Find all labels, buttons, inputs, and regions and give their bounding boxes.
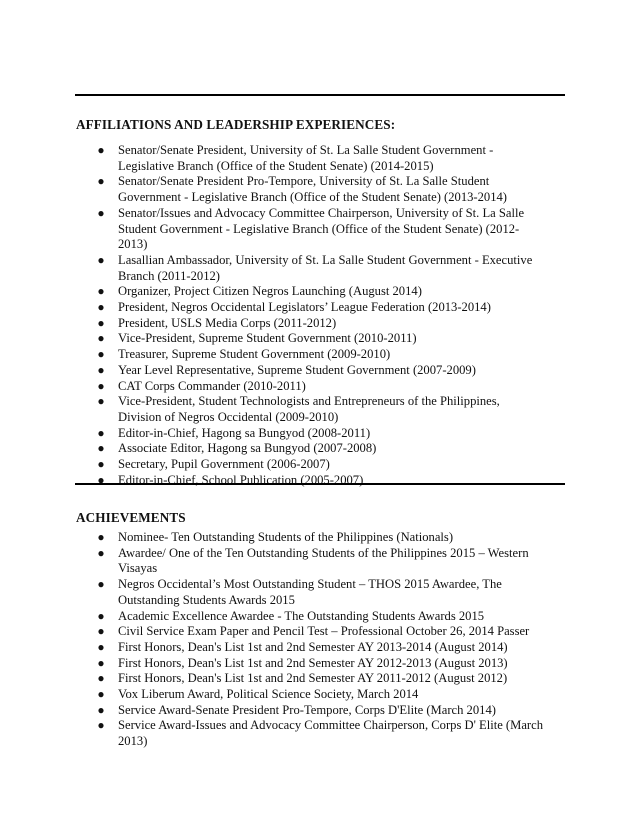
list-item: ● Civil Service Exam Paper and Pencil Test – Professional October 26, 2014 Passer — [76, 624, 546, 640]
bullet-icon: ● — [97, 718, 105, 733]
bullet-icon: ● — [97, 143, 105, 157]
bullet-icon: ● — [97, 252, 105, 267]
list-item: ● Awardee/ One of the Ten Outstanding Students of the Philippines 2015 – Western Visayas — [76, 546, 546, 577]
list-item: ● Editor-in-Chief, Hagong sa Bungyod (2008-2011) — [76, 426, 546, 442]
bullet-icon: ● — [97, 530, 105, 544]
list-item: ● Associate Editor, Hagong sa Bungyod (2007-2008) — [76, 441, 546, 457]
list-item: ● Editor-in-Chief, School Publication (2005-2007) — [76, 473, 546, 489]
list-item: ● First Honors, Dean's List 1st and 2nd Semester AY 2012-2013 (August 2013) — [76, 656, 546, 672]
list-item: ● Secretary, Pupil Government (2006-2007) — [76, 457, 546, 473]
bullet-icon: ● — [97, 441, 105, 456]
bullet-icon: ● — [97, 174, 105, 189]
list-item: ● Senator/Issues and Advocacy Committee Chairperson, University of St. La Salle Student Government - Legislative Branch (Office of the Student Senate) (2012-2013) — [76, 206, 546, 253]
bullet-icon: ● — [97, 378, 105, 393]
bullet-icon: ● — [97, 300, 105, 315]
list-item: ● Service Award-Issues and Advocacy Committee Chairperson, Corps D' Elite (March 2013) — [76, 718, 546, 749]
list-item: ● Lasallian Ambassador, University of St. La Salle Student Government - Executive Branch (2011-2012) — [76, 253, 546, 284]
list-item: ● First Honors, Dean's List 1st and 2nd Semester AY 2011-2012 (August 2012) — [76, 671, 546, 687]
bullet-icon: ● — [97, 205, 105, 220]
list-item: ● First Honors, Dean's List 1st and 2nd Semester AY 2013-2014 (August 2014) — [76, 640, 546, 656]
list-item: ● Organizer, Project Citizen Negros Launching (August 2014) — [76, 284, 546, 300]
bullet-icon: ● — [97, 687, 105, 702]
list-item: ● Academic Excellence Awardee - The Outstanding Students Awards 2015 — [76, 609, 546, 625]
bullet-icon: ● — [97, 472, 105, 487]
list-item: ● Senator/Senate President, University of St. La Salle Student Government - Legislative Branch (Office of the Student Senate) (2014-2015) — [76, 143, 546, 174]
list-item: ● Vice-President, Student Technologists and Entrepreneurs of the Philippines, Division of Negros Occidental (2009-2010) — [76, 394, 546, 425]
list-item: ● President, USLS Media Corps (2011-2012) — [76, 316, 546, 332]
affiliations-heading: AFFILIATIONS AND LEADERSHIP EXPERIENCES: — [76, 117, 396, 132]
list-item: ● Vox Liberum Award, Political Science Society, March 2014 — [76, 687, 546, 703]
bullet-icon: ● — [97, 331, 105, 346]
bullet-icon: ● — [97, 624, 105, 639]
list-item: ● Treasurer, Supreme Student Government (2009-2010) — [76, 347, 546, 363]
bullet-icon: ● — [97, 577, 105, 592]
section-divider — [75, 483, 565, 485]
bullet-icon: ● — [97, 655, 105, 670]
bullet-icon: ● — [97, 315, 105, 330]
bullet-icon: ● — [97, 608, 105, 623]
list-item: ● Service Award-Senate President Pro-Tempore, Corps D'Elite (March 2014) — [76, 703, 546, 719]
bullet-icon: ● — [97, 671, 105, 686]
achievements-list — [76, 530, 546, 750]
bullet-icon: ● — [97, 702, 105, 717]
list-item: ● Senator/Senate President Pro-Tempore, University of St. La Salle Student Government - Legislative Branch (Office of the Student Senate) (2013-2014) — [76, 174, 546, 205]
bullet-icon: ● — [97, 347, 105, 362]
bullet-icon: ● — [97, 639, 105, 654]
affiliations-list — [76, 143, 546, 488]
section-divider — [75, 94, 565, 96]
list-item: ● CAT Corps Commander (2010-2011) — [76, 379, 546, 395]
list-item: ● President, Negros Occidental Legislators’ League Federation (2013-2014) — [76, 300, 546, 316]
bullet-icon: ● — [97, 457, 105, 472]
bullet-icon: ● — [97, 284, 105, 299]
list-item: ● Year Level Representative, Supreme Student Government (2007-2009) — [76, 363, 546, 379]
bullet-icon: ● — [97, 362, 105, 377]
list-item: ● Nominee- Ten Outstanding Students of the Philippines (Nationals) — [76, 530, 546, 546]
bullet-icon: ● — [97, 394, 105, 409]
achievements-heading: ACHIEVEMENTS — [76, 510, 186, 525]
list-item: ● Vice-President, Supreme Student Government (2010-2011) — [76, 331, 546, 347]
list-item: ● Negros Occidental’s Most Outstanding Student – THOS 2015 Awardee, The Outstanding Students Awards 2015 — [76, 577, 546, 608]
bullet-icon: ● — [97, 425, 105, 440]
bullet-icon: ● — [97, 545, 105, 560]
